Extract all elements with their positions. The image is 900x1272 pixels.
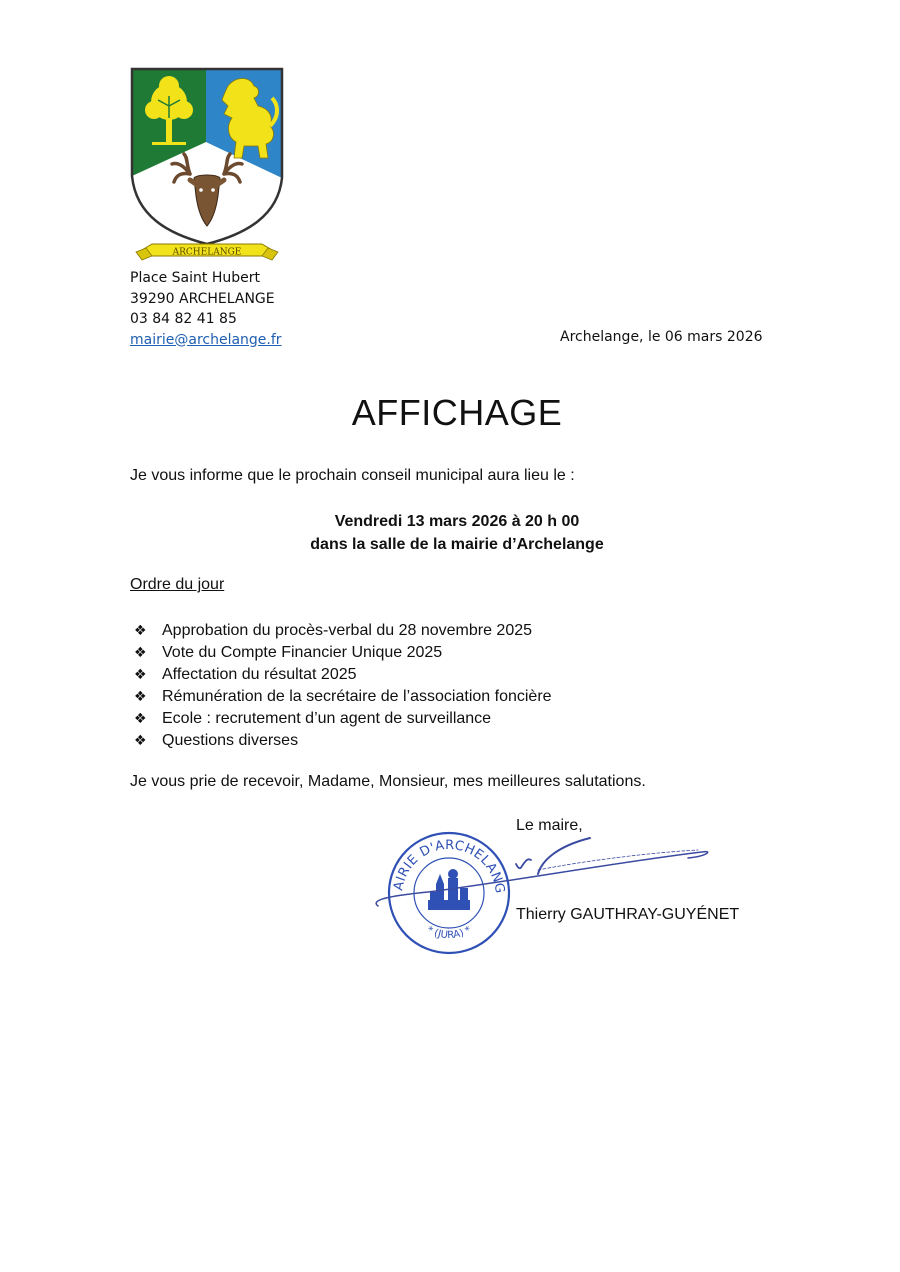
bullet-icon: ❖ xyxy=(134,622,147,638)
place-date: Archelange, le 06 mars 2026 xyxy=(560,329,763,345)
intro-text: Je vous informe que le prochain conseil municipal aura lieu le : xyxy=(130,467,575,484)
bullet-icon: ❖ xyxy=(134,732,147,748)
list-item: ❖ Vote du Compte Financier Unique 2025 xyxy=(134,641,552,663)
svg-text:* (JURA) *: * (JURA) * xyxy=(424,924,474,942)
bullet-icon: ❖ xyxy=(134,666,147,682)
agenda-list xyxy=(134,619,552,751)
mayor-label: Le maire, xyxy=(516,817,583,834)
mayor-name: Thierry GAUTHRAY-GUYÉNET xyxy=(516,906,740,923)
address-block xyxy=(130,268,282,350)
list-item: ❖ Ecole : recrutement d’un agent de surveillance xyxy=(134,707,552,729)
meeting-place: dans la salle de la mairie d’Archelange xyxy=(310,536,604,553)
crest-banner xyxy=(136,244,278,260)
bullet-icon: ❖ xyxy=(134,644,147,660)
closing-text: Je vous prie de recevoir, Madame, Monsieur, mes meilleures salutations. xyxy=(130,773,646,790)
bullet-icon: ❖ xyxy=(134,710,147,726)
agenda-heading: Ordre du jour xyxy=(130,576,225,593)
list-item: ❖ Affectation du résultat 2025 xyxy=(134,663,552,685)
meeting-details xyxy=(0,510,900,556)
list-item: ❖ Approbation du procès-verbal du 28 novembre 2025 xyxy=(134,619,552,641)
address-phone: 03 84 82 41 85 xyxy=(130,311,237,327)
bullet-icon: ❖ xyxy=(134,688,147,704)
coat-of-arms xyxy=(128,66,286,270)
email-link[interactable]: mairie@archelange.fr xyxy=(130,331,282,348)
svg-text:MAIRIE D'ARCHELANGE: AIRIE D'ARCHELANG xyxy=(391,837,508,895)
meeting-date: Vendredi 13 mars 2026 à 20 h 00 xyxy=(334,513,580,530)
page-title: AFFICHAGE xyxy=(351,392,563,433)
list-item: ❖ Questions diverses xyxy=(134,729,552,751)
svg-text:ARCHELANGE: ARCHELANGE xyxy=(172,247,242,258)
list-item: ❖ Rémunération de la secrétaire de l’association foncière xyxy=(134,685,552,707)
address-street: Place Saint Hubert xyxy=(130,270,260,286)
address-city: 39290 ARCHELANGE xyxy=(130,290,275,307)
